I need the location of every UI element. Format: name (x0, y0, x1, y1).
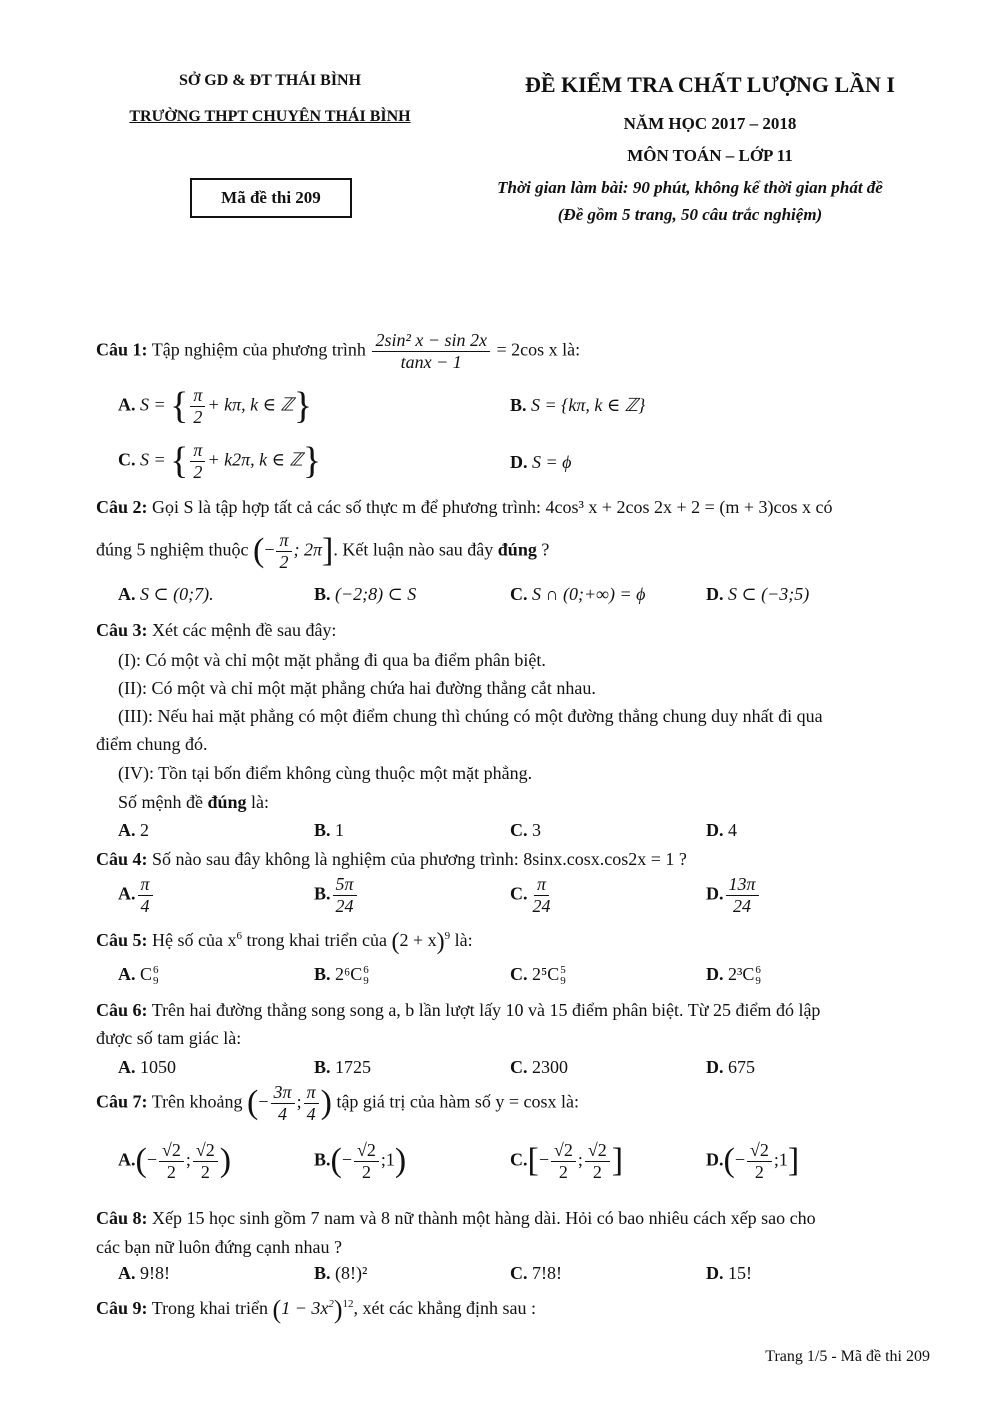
question-label: Câu 1: (96, 339, 148, 360)
question-equation: 4cos³ x + 2cos 2x + 2 = (m + 3)cos x có (545, 497, 833, 517)
q6-option-d[interactable]: D. 675 (706, 1057, 755, 1077)
school-year: NĂM HỌC 2017 – 2018 (623, 114, 797, 133)
statement-3: (III): Nếu hai mặt phẳng có một điểm chung thì chúng có một đường thẳng chung duy nhất đi qua (118, 706, 823, 726)
school-name: TRƯỜNG THPT CHUYÊN THÁI BÌNH (129, 108, 411, 125)
q1-option-a[interactable]: A. S = { $\frac{\pi}{2}$ + kπ, k ∈ ℤ} (118, 385, 313, 428)
exam-code-box: Mã đề thi 209 (190, 178, 352, 218)
q8-option-d[interactable]: D. 15! (706, 1263, 752, 1283)
exam-title: ĐỀ KIỂM TRA CHẤT LƯỢNG LẦN I (525, 72, 895, 97)
q5-option-a[interactable]: A. C 6 9 (118, 963, 159, 987)
question-4: Câu 4: Số nào sau đây không là nghiệm của phương trình: 8sinx.cosx.cos2x = 1 ? (96, 849, 687, 869)
equation-fraction: $\frac{\text{2sin² x − sin 2x}}{\tan x - 1}$ (372, 330, 490, 372)
q5-option-b[interactable]: B. 2⁶C 6 9 (314, 963, 369, 987)
question-text: Gọi S là tập hợp tất cả các số thực m để phương trình: (152, 497, 541, 517)
q1-option-c[interactable]: C. S = { $\frac{\pi}{2}$ + k2π, k ∈ ℤ} (118, 440, 322, 483)
statement-2: (II): Có một và chỉ một mặt phẳng chứa hai đường thẳng cắt nhau. (118, 678, 596, 698)
q5-option-d[interactable]: D. 2³C 6 9 (706, 963, 761, 987)
question-text: Tập nghiệm của phương trình (151, 339, 366, 360)
q2-option-c[interactable]: C. S ∩ (0;+∞) = ϕ (510, 584, 646, 604)
q6-option-c[interactable]: C. 2300 (510, 1057, 568, 1077)
question-3-ask: Số mệnh đề đúng là: (118, 792, 270, 812)
q7-option-a[interactable]: A.(− $\frac{√2}{2}$ ; $\frac{√2}{2}$ ) (118, 1140, 232, 1182)
question-2 (96, 497, 931, 518)
q8-option-c[interactable]: C. 7!8! (510, 1263, 562, 1283)
question-8: Câu 8: Xếp 15 học sinh gồm 7 nam và 8 nữ thành một hàng dài. Hỏi có bao nhiêu cách xếp sao cho (96, 1208, 816, 1228)
question-tail: là: (562, 339, 581, 360)
q3-option-d[interactable]: D. 4 (706, 820, 737, 840)
question-6-line2: được số tam giác là: (96, 1028, 242, 1048)
question-2-line2: đúng 5 nghiệm thuộc (− $\frac{\pi}{2}$ ; 2π]. Kết luận nào sau đây đúng ? (96, 530, 550, 572)
question-7: Câu 7: Trên khoảng (− $\frac{3\pi}{4}$ ; $\frac{\pi}{4}$ ) tập giá trị của hàm số y = cosx là: (96, 1082, 580, 1124)
page-footer: Trang 1/5 - Mã đề thi 209 (765, 1348, 930, 1365)
q7-option-c[interactable]: C.[− $\frac{√2}{2}$ ; $\frac{√2}{2}$ ] (510, 1140, 624, 1182)
q3-option-b[interactable]: B. 1 (314, 820, 345, 840)
question-1 (96, 330, 931, 372)
q2-option-d[interactable]: D. S ⊂ (−3;5) (706, 584, 810, 604)
q3-option-a[interactable]: A. 2 (118, 820, 149, 840)
statement-3-cont: điểm chung đó. (96, 734, 208, 754)
department-name: SỞ GD & ĐT THÁI BÌNH (178, 72, 362, 89)
statement-1: (I): Có một và chỉ một mặt phẳng đi qua ba điểm phân biệt. (118, 650, 546, 670)
question-3: Câu 3: Xét các mệnh đề sau đây: (96, 620, 337, 640)
q7-option-d[interactable]: D.(− $\frac{√2}{2}$ ;1] (706, 1140, 800, 1182)
q4-option-b[interactable]: B. $\frac{5\pi}{24}$ (314, 874, 359, 916)
question-9: Câu 9: Trong khai triển $(1 - 3x^2)^{12}$, xét các khẳng định sau : (96, 1295, 536, 1324)
q4-option-a[interactable]: A. $\frac{\pi}{4}$ (118, 874, 155, 916)
question-5: Câu 5: Hệ số của $x^6$ trong khai triển của $(2 + x)^9$ là: (96, 929, 473, 955)
statement-4: (IV): Tồn tại bốn điểm không cùng thuộc một mặt phẳng. (118, 763, 533, 783)
q8-option-a[interactable]: A. 9!8! (118, 1263, 170, 1283)
q1-option-b[interactable]: B. S = {kπ, k ∈ ℤ} (510, 395, 646, 415)
question-8-line2: các bạn nữ luôn đứng cạnh nhau ? (96, 1237, 342, 1257)
subject: MÔN TOÁN – LỚP 11 (627, 146, 793, 165)
q3-option-c[interactable]: C. 3 (510, 820, 541, 840)
q5-option-c[interactable]: C. 2⁵C 5 9 (510, 963, 566, 987)
q2-option-b[interactable]: B. (−2;8) ⊂ S (314, 584, 417, 604)
q8-option-b[interactable]: B. (8!)² (314, 1263, 368, 1283)
time-info: Thời gian làm bài: 90 phút, không kể thời gian phát đề (497, 178, 883, 197)
q1-option-d[interactable]: D. S = ϕ (510, 452, 572, 472)
q2-option-a[interactable]: A. S ⊂ (0;7). (118, 584, 214, 604)
equation-rhs: = 2cos x (496, 339, 558, 360)
q6-option-a[interactable]: A. 1050 (118, 1057, 176, 1077)
q6-option-b[interactable]: B. 1725 (314, 1057, 372, 1077)
q7-option-b[interactable]: B.(− $\frac{√2}{2}$ ;1) (314, 1140, 407, 1182)
q4-option-c[interactable]: C. $\frac{\pi}{24}$ (510, 874, 551, 916)
q4-option-d[interactable]: D. $\frac{13\pi}{24}$ (706, 874, 761, 916)
question-label: Câu 2: (96, 497, 148, 517)
page-info: (Đề gồm 5 trang, 50 câu trắc nghiệm) (557, 205, 823, 224)
question-6: Câu 6: Trên hai đường thẳng song song a, b lần lượt lấy 10 và 15 điểm phân biệt. Từ 25 điểm đó lập (96, 1000, 821, 1020)
